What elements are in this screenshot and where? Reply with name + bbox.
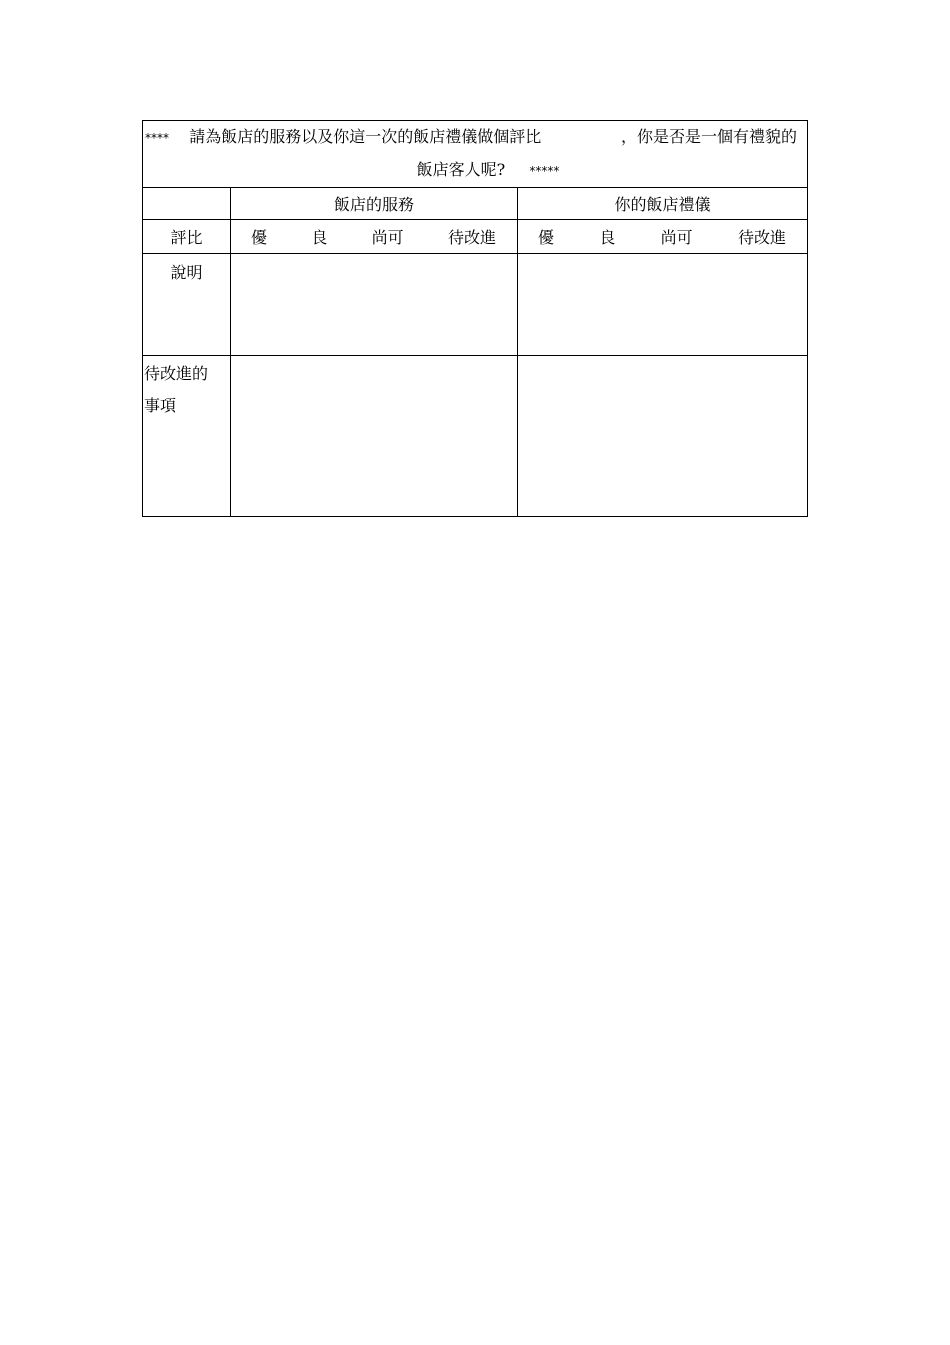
hotel-service-rating-options [231, 220, 518, 254]
title-question-part3: 飯店客人呢? [416, 160, 506, 179]
your-etiquette-rating-options [518, 220, 808, 254]
rating-option-good[interactable]: 良 [599, 228, 616, 247]
rating-option-good[interactable]: 良 [311, 228, 328, 247]
hotel-service-improvements-field[interactable] [231, 356, 518, 517]
hotel-service-description-field[interactable] [231, 254, 518, 356]
improve-label-line2: 事項 [144, 396, 177, 415]
row-label-description: 說明 [143, 254, 231, 356]
rating-option-excellent[interactable]: 優 [251, 228, 268, 247]
header-empty-cell [143, 188, 231, 220]
rating-option-needs-improvement[interactable]: 待改進 [447, 228, 496, 247]
column-header-your-etiquette: 你的飯店禮儀 [518, 188, 808, 220]
rating-option-fair[interactable]: 尚可 [371, 228, 404, 247]
your-etiquette-description-field[interactable] [518, 254, 808, 356]
improve-label-line1: 待改進的 [144, 364, 209, 383]
row-label-improvements [143, 356, 231, 517]
evaluation-form-table [142, 120, 808, 517]
rating-option-fair[interactable]: 尚可 [660, 228, 693, 247]
title-question-part2: ，你是否是一個有禮貌的 [621, 127, 798, 146]
rating-option-needs-improvement[interactable]: 待改進 [737, 228, 786, 247]
title-question-part1: 請為飯店的服務以及你這一次的飯店禮儀做個評比 [189, 127, 542, 146]
rating-option-excellent[interactable]: 優 [538, 228, 555, 247]
form-title-cell [143, 121, 808, 188]
your-etiquette-improvements-field[interactable] [518, 356, 808, 517]
column-header-hotel-service: 飯店的服務 [231, 188, 518, 220]
title-prefix-stars: **** [145, 131, 169, 145]
title-suffix-stars: ***** [529, 164, 560, 178]
row-label-rating: 評比 [143, 220, 231, 254]
